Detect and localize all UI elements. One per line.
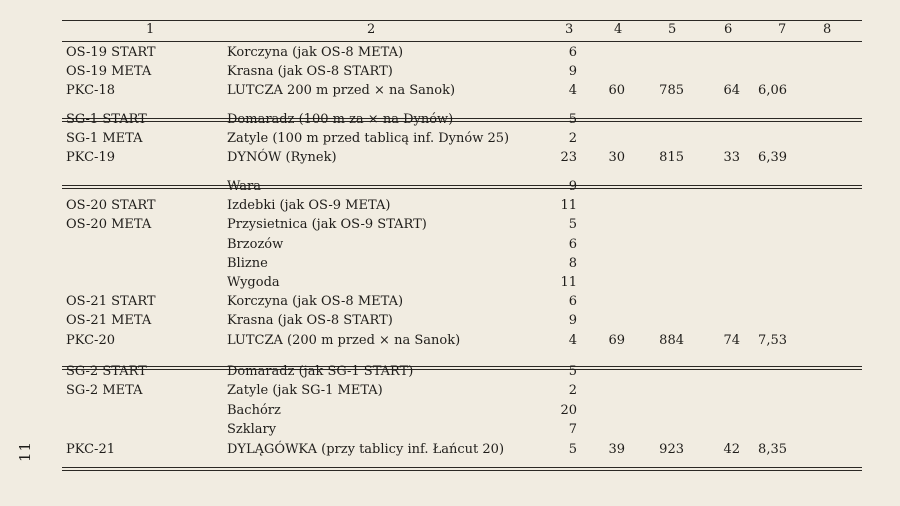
cell-col1: SG-2 START [66,364,147,379]
cell-col2: Krasna (jak OS-8 START) [227,313,393,329]
cell-col3: 5 [568,441,577,457]
column-header-6: 6 [724,22,733,37]
cell-col5: 815 [659,150,684,165]
cell-col6: 33 [723,150,740,165]
cell-col3: 5 [568,217,577,233]
header-rule [62,41,862,42]
cell-col2: Blizne [227,255,268,271]
cell-col1: OS-20 META [66,217,152,233]
cell-col3: 6 [568,236,577,252]
cell-col6: 74 [723,332,740,348]
cell-col1: OS-20 START [66,198,156,214]
cell-col2: DYNÓW (Rynek) [227,150,337,165]
section-rule [62,118,862,122]
cell-col3: 4 [568,83,577,98]
cell-col5: 785 [659,83,684,98]
cell-col6: 42 [723,441,740,457]
cell-col3: 9 [568,179,577,194]
column-header-8: 8 [823,22,832,37]
column-header-7: 7 [778,22,787,37]
cell-col2: LUTCZA 200 m przed × na Sanok) [227,83,456,98]
top-rule [62,20,862,21]
cell-col2: Domaradz (100 m za × na Dynów) [227,112,454,127]
cell-col2: Zatyle (100 m przed tablicą inf. Dynów 25) [227,131,510,146]
cell-col2: Przysietnica (jak OS-9 START) [227,217,427,233]
column-header-5: 5 [668,22,677,37]
cell-col1: PKC-21 [66,441,115,457]
cell-col5: 884 [659,332,684,348]
cell-col7: 7,53 [758,332,787,348]
cell-col3: 9 [568,64,577,79]
cell-col1: OS-21 START [66,294,156,310]
cell-col1: SG-1 START [66,112,147,127]
cell-col3: 9 [568,313,577,329]
cell-col3: 4 [568,332,577,348]
cell-col7: 8,35 [758,441,787,457]
cell-col4: 60 [608,83,625,98]
cell-col3: 8 [568,255,577,271]
cell-col1: PKC-18 [66,83,115,98]
cell-col3: 11 [560,275,577,290]
cell-col5: 923 [659,441,684,457]
cell-col2: LUTCZA (200 m przed × na Sanok) [227,332,461,348]
cell-col2: Brzozów [227,236,284,252]
cell-col3: 11 [560,198,577,214]
cell-col2: Wygoda [227,275,280,290]
section-rule [62,467,862,471]
cell-col1: SG-1 META [66,131,143,146]
cell-col2: Wara [227,179,261,194]
cell-col4: 30 [608,150,625,165]
column-header-2: 2 [367,22,376,37]
cell-col2: DYLĄGÓWKA (przy tablicy inf. Łańcut 20) [227,441,505,457]
cell-col7: 6,39 [758,150,787,165]
column-header-3: 3 [565,22,574,37]
cell-col1: OS-21 META [66,313,152,329]
cell-col2: Bachórz [227,402,281,418]
cell-col2: Korczyna (jak OS-8 META) [227,45,404,60]
cell-col6: 64 [723,83,740,98]
page-number: 11 [16,440,34,462]
cell-col1: OS-19 META [66,64,152,79]
section-rule [62,185,862,189]
section-rule [62,366,862,370]
cell-col3: 7 [568,422,577,438]
cell-col3: 2 [568,383,577,399]
cell-col3: 2 [568,131,577,146]
cell-col3: 23 [560,150,577,165]
cell-col7: 6,06 [758,83,787,98]
cell-col1: PKC-20 [66,332,115,348]
cell-col3: 6 [568,294,577,310]
cell-col2: Krasna (jak OS-8 START) [227,64,393,79]
cell-col2: Izdebki (jak OS-9 META) [227,198,391,214]
cell-col2: Domaradz (jak SG-1 START) [227,364,414,379]
cell-col2: Korczyna (jak OS-8 META) [227,294,404,310]
cell-col2: Szklary [227,422,277,438]
cell-col4: 69 [608,332,625,348]
cell-col4: 39 [608,441,625,457]
cell-col3: 5 [568,364,577,379]
cell-col3: 6 [568,45,577,60]
cell-col3: 5 [568,112,577,127]
cell-col3: 20 [560,402,577,418]
cell-col1: PKC-19 [66,150,115,165]
column-header-4: 4 [614,22,623,37]
cell-col1: OS-19 START [66,45,156,60]
cell-col1: SG-2 META [66,383,143,399]
cell-col2: Zatyle (jak SG-1 META) [227,383,383,399]
column-header-1: 1 [146,22,155,37]
